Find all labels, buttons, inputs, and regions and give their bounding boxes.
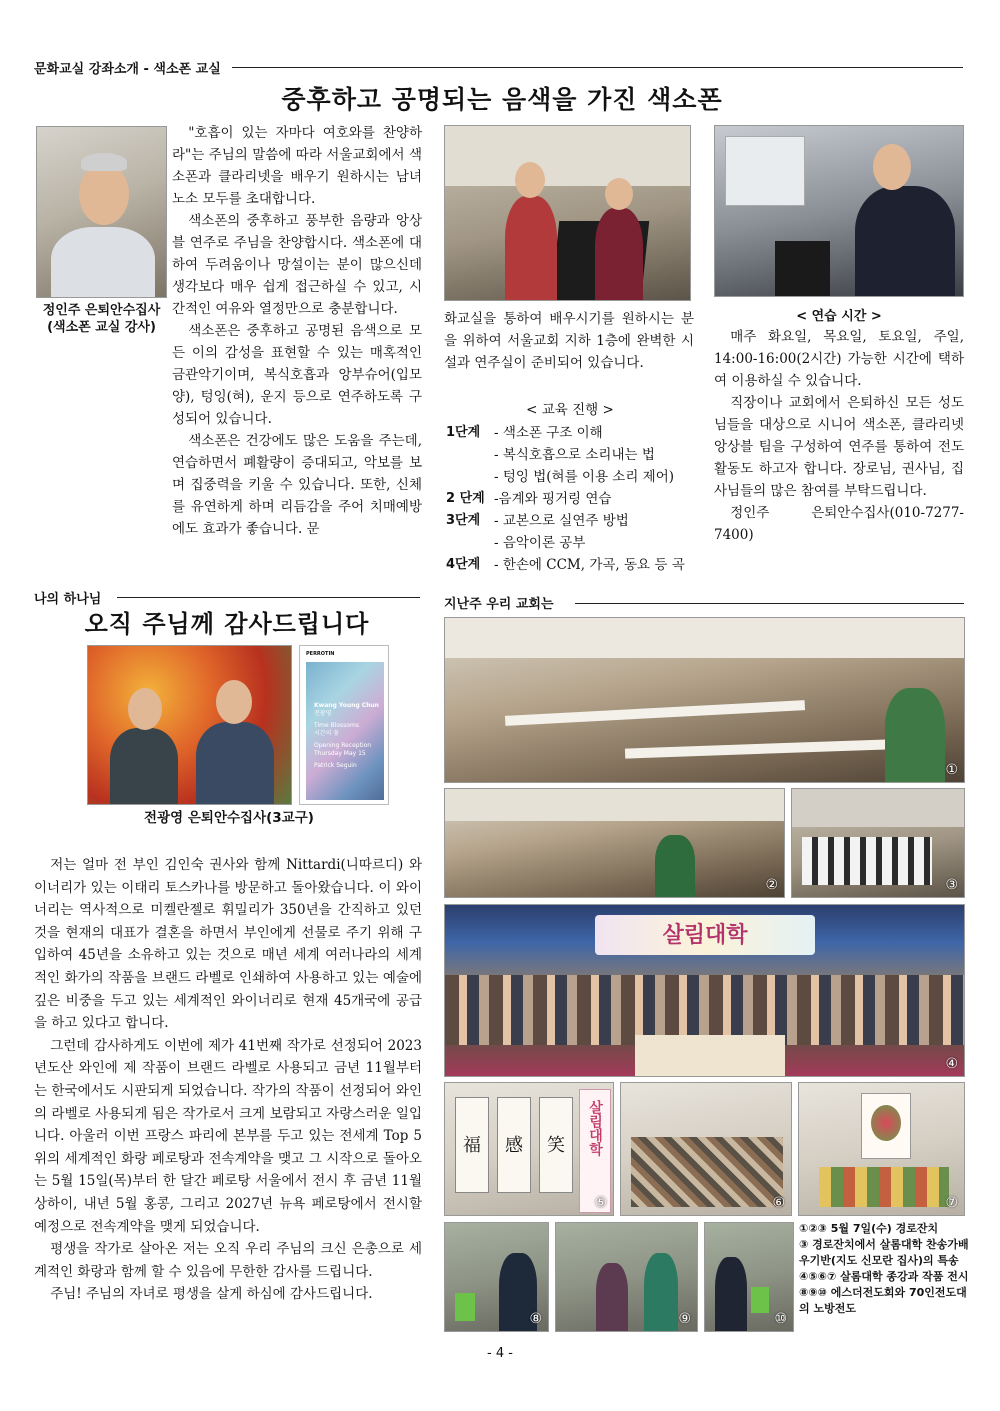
- choir-performance-photo: [791, 788, 965, 898]
- paragraph: "호흡이 있는 자마다 여호와를 찬양하라"는 주님의 말씀에 따라 서울교회에서 색소폰과 클라리넷을 배우기 원하시는 남녀노소 모두를 초대합니다.: [172, 125, 422, 207]
- practice-title: < 연습 시간 >: [796, 309, 882, 324]
- elderly-banquet-photo: [444, 617, 965, 783]
- paragraph: 그런데 감사하게도 이번에 제가 41번째 작가로 선정되어 2023년도산 와인에 제 작품이 브랜드 라벨로 사용되고 금년 11월부터는 한국에서도 시판되게 되었습니다. 작가의 작품이 선정되어 와인의 라벨로 사용되게 됨은 작가로서 크게 보람되고 자랑스러운 일입니다. 아울러 이번 프랑스 파리에 본부를 두고 있는 전세계 Top 5위의 세계적인 화랑 페로탕과 전속계약을 맺고 그 시작으로 돌아오는 5월 15일(목)부터 한 달간 페로탕 서울에서 전시 후 금년 11월 상하이, 내년 5월 홍콩, 그리고 2027년 뉴욕 페로탕에서 전시할 예정으로 전속계약을 맺게 되었습니다.: [34, 1037, 422, 1235]
- banquet-hall-photo: [444, 788, 785, 898]
- photo-number: ⑧: [529, 1311, 542, 1327]
- street-evangelism-photo: [704, 1222, 794, 1332]
- paragraph: 주님! 주님의 자녀로 평생을 살게 하심에 감사드립니다.: [50, 1286, 373, 1303]
- photo-number: ⑩: [774, 1311, 787, 1327]
- recap-line: ⑧⑨⑩ 에스더전도회와 70인전도대: [799, 1286, 967, 1299]
- contact-info: 정인주 은퇴안수집사(010-7277-7400): [714, 505, 964, 543]
- paragraph: 화교실을 통하여 배우시기를 원하시는 분을 위하여 서울교회 지하 1층에 완벽한 시설과 연주실이 준비되어 있습니다.: [444, 311, 694, 371]
- saxophone-solo-photo: [714, 125, 964, 297]
- paragraph: 매주 화요일, 목요일, 토요일, 주일, 14:00-16:00(2시간) 가능한 시간에 택하여 이용하실 수 있습니다.: [714, 329, 964, 389]
- artist-caption: 전광영 은퇴안수집사(3교구): [144, 810, 314, 826]
- step-text: - 텅잉 법(혀를 이용 소리 제어): [494, 469, 675, 485]
- event-banner: 살림대학: [595, 915, 815, 955]
- education-row: [446, 532, 694, 554]
- street-evangelism-photo: [444, 1222, 549, 1332]
- photo-number: ⑨: [678, 1311, 691, 1327]
- recap-line: ①②③ 5월 7일(수) 경로잔치: [799, 1222, 939, 1235]
- step-text: -음계와 핑거링 연습: [494, 491, 612, 507]
- education-row: [446, 488, 694, 510]
- intro-article-continued: [444, 308, 694, 374]
- step-label: [446, 532, 494, 554]
- cover-artist-ko: 전광영: [314, 710, 332, 717]
- portrait-caption: [30, 302, 173, 336]
- photo-recap: [799, 1221, 969, 1317]
- education-row: [446, 554, 694, 576]
- education-row: [446, 422, 694, 444]
- photo-number: ③: [945, 877, 958, 893]
- step-label: 3단계: [446, 513, 481, 528]
- section-label-saxophone: 문화교실 강좌소개 - 색소폰 교실: [34, 62, 221, 77]
- section-divider: [117, 597, 420, 598]
- testimony-article: [34, 854, 422, 1306]
- calligraphy-scroll: 感: [497, 1097, 531, 1193]
- photo-number: ⑦: [945, 1195, 958, 1211]
- step-text: - 색소폰 구조 이해: [494, 425, 603, 441]
- paragraph: 색소폰의 중후하고 풍부한 음량과 앙상블 연주로 주님을 찬양합시다. 색소폰에 대하여 두려움이나 망설이는 분이 많으신데 생각보다 매우 쉽게 접근하실 수 있고, 시간적인 여유와 열정만으로 충분합니다.: [172, 213, 422, 317]
- step-text: - 음악이론 공부: [494, 535, 586, 551]
- section-label-my-god: 나의 하나님: [34, 592, 102, 607]
- recap-line: 의 노방전도: [799, 1302, 856, 1315]
- step-label: [446, 466, 494, 488]
- step-label: 2 단계: [446, 491, 485, 506]
- saxophone-duo-photo: [444, 125, 691, 301]
- exhibition-book-cover: [299, 645, 389, 805]
- recap-line: ③ 경로잔치에서 살롬대학 찬송가배: [799, 1238, 969, 1251]
- page-title: 중후하고 공명되는 음색을 가진 색소폰: [281, 85, 723, 114]
- paragraph: 저는 얼마 전 부인 김인숙 권사와 함께 Nittardi(니따르디) 와이너리가 있는 이태리 토스카나를 방문하고 돌아왔습니다. 이 와이너리는 역사적으로 미켈란젤로 휘밀리가 350년을 간직하고 있던 것을 현재의 대표가 결혼을 하면서 부인에게 선물로 주기 위해 구입하여 45년을 소유하고 있는 것으로 매년 세계 여러나라의 세계적인 화가의 작품을 브랜드 라벨로 인쇄하여 사용하고 있는 예술에 깊은 비중을 두고 있는 세계적인 와이너리로 현재 45개국에 공급을 하고 있다고 합니다.: [34, 857, 422, 1032]
- artwork-display-photo: [798, 1082, 965, 1216]
- education-schedule: [446, 398, 694, 576]
- paragraph: 색소폰은 중후하고 공명된 음색으로 모든 이의 감성을 표현할 수 있는 매혹적인 금관악기이며, 복식호흡과 앙부슈어(입모양), 텅잉(혀), 운지 등으로 연주하도록 구성되어 있습니다.: [172, 323, 422, 427]
- caption-line: 정인주 은퇴안수집사: [42, 303, 161, 318]
- step-label: 1단계: [446, 425, 481, 440]
- cover-line: Opening Reception: [314, 742, 372, 749]
- calligraphy-exhibit-photo: [444, 1082, 614, 1216]
- exhibit-banner-text: 살림대학: [587, 1100, 603, 1156]
- step-label: 4단계: [446, 557, 481, 572]
- calligraphy-scroll: 笑: [539, 1097, 573, 1193]
- artist-photo: [87, 645, 292, 805]
- portrait-photo: [36, 126, 167, 298]
- paragraph: 색소폰은 건강에도 많은 도움을 주는데, 연습하면서 폐활량이 증대되고, 악보를 보며 집중력을 키울 수 있습니다. 또한, 신체를 유연하게 하며 리듬감을 주어 치매예방에도 효과가 좋습니다. 문: [172, 433, 422, 537]
- practice-info: [714, 305, 964, 546]
- cover-text: [314, 702, 384, 770]
- education-row: [446, 444, 694, 466]
- photo-number: ①: [945, 762, 958, 778]
- section-label-last-week: 지난주 우리 교회는: [444, 597, 554, 612]
- salim-college-group-photo: [444, 904, 965, 1077]
- craft-display-photo: [620, 1082, 792, 1216]
- cover-line: Thursday May 15: [314, 750, 366, 757]
- education-title: < 교육 진행 >: [526, 402, 614, 418]
- section-divider: [232, 67, 963, 68]
- step-text: - 복식호흡으로 소리내는 법: [494, 447, 655, 463]
- street-evangelism-photo: [555, 1222, 698, 1332]
- paragraph: 평생을 작가로 살아온 저는 오직 우리 주님의 크신 은총으로 세계적인 화랑과 함께 할 수 있음에 무한한 감사를 드립니다.: [34, 1241, 422, 1280]
- recap-line: 우기반(지도 신모란 집사)의 특송: [799, 1254, 959, 1267]
- step-label: [446, 444, 494, 466]
- cover-artist: Kwang Young Chun: [314, 702, 379, 709]
- intro-article: [172, 122, 422, 540]
- page-number: - 4 -: [487, 1346, 513, 1361]
- caption-line: (색소폰 교실 강사): [47, 320, 156, 335]
- step-text: - 한손에 CCM, 가곡, 동요 등 곡: [494, 557, 685, 573]
- photo-number: ⑤: [594, 1195, 607, 1211]
- article-title: 오직 주님께 감사드립니다: [84, 610, 370, 638]
- cover-line: Patrick Seguin: [314, 762, 357, 769]
- cover-line: 시간의 꽃: [314, 730, 340, 737]
- step-text: - 교본으로 실연주 방법: [494, 513, 629, 529]
- photo-number: ④: [945, 1056, 958, 1072]
- paragraph: 직장이나 교회에서 은퇴하신 모든 성도님들을 대상으로 시니어 색소폰, 클라리넷 앙상블 팀을 구성하여 연주를 통하여 전도 활동도 하고자 합니다. 장로님, 권사님, 집사님들의 많은 참여를 부탁드립니다.: [714, 395, 964, 499]
- calligraphy-scroll: 福: [455, 1097, 489, 1193]
- cover-line: Time Blossoms: [314, 722, 359, 729]
- section-divider: [575, 603, 964, 604]
- recap-line: ④⑤⑥⑦ 살롬대학 종강과 작품 전시: [799, 1270, 969, 1283]
- photo-number: ②: [765, 877, 778, 893]
- publisher-name: PERROTIN: [306, 651, 335, 657]
- photo-number: ⑥: [772, 1195, 785, 1211]
- education-row: [446, 466, 694, 488]
- education-row: [446, 510, 694, 532]
